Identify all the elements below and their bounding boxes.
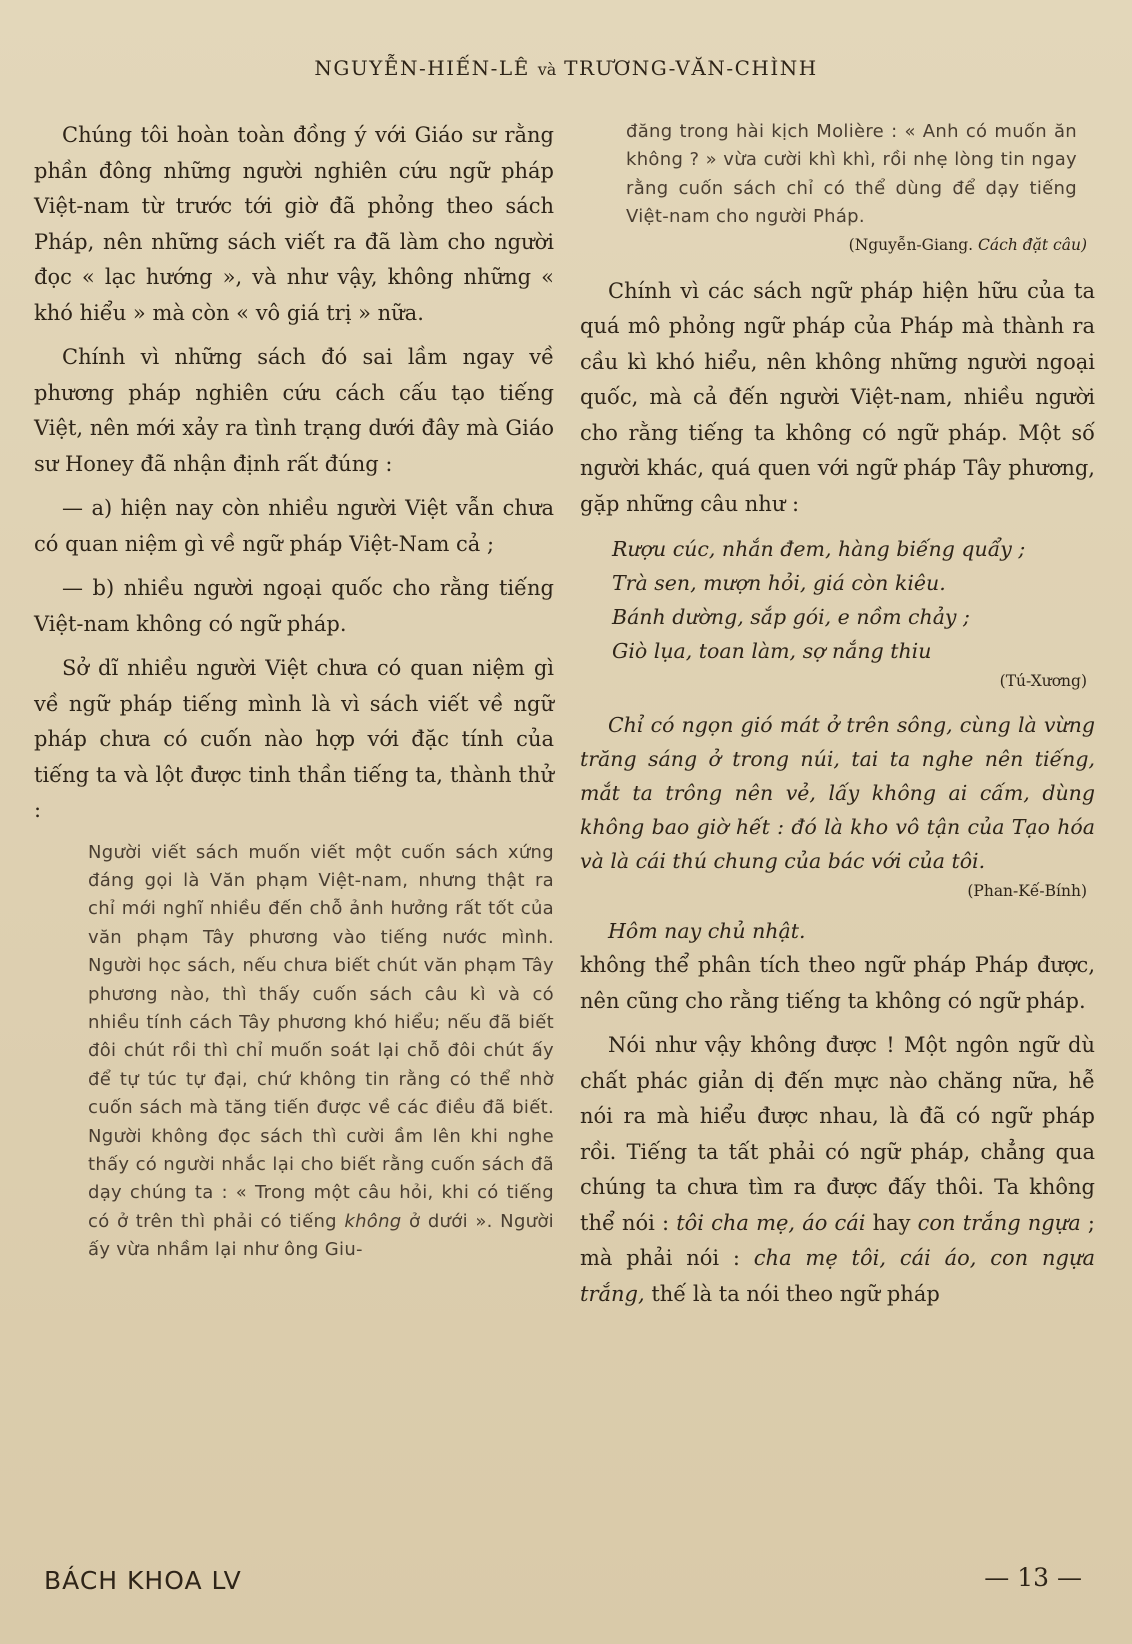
quote-italic-word: không	[344, 1210, 402, 1232]
left-column	[34, 118, 554, 1265]
citation-title: Cách đặt câu)	[978, 235, 1087, 254]
paragraph: không thể phân tích theo ngữ pháp Pháp được, nên cũng cho rằng tiếng ta không có ngữ pháp.	[580, 953, 1095, 1013]
running-header	[0, 56, 1132, 80]
paragraph: Sở dĩ nhiều người Việt chưa có quan niệm gì về ngữ pháp tiếng mình là vì sách viết về ngữ pháp chưa có cuốn nào hợp với đặc tính của tiếng ta và lột được tinh thần tiếng ta, thành thử :	[34, 656, 554, 822]
text-run: hay	[865, 1210, 918, 1235]
paragraph: Chính vì các sách ngữ pháp hiện hữu của ta quá mô phỏng ngữ pháp của Pháp mà thành ra cầu kì khó hiểu, nên không những người ngoại quốc, mà cả đến người Việt-nam, nhiều người cho rằng tiếng ta không có ngữ pháp. Một số người khác, quá quen với ngữ pháp Tây phương, gặp những câu như :	[580, 278, 1095, 516]
header-and: và	[537, 60, 557, 79]
header-author-1: NGUYỄN-HIẾN-LÊ	[314, 56, 530, 80]
verse-line: Giò lụa, toan làm, sợ nắng thiu	[612, 639, 932, 664]
paragraph: Chúng tôi hoàn toàn đồng ý với Giáo sư rằng phần đông những người nghiên cứu ngữ pháp Việt-nam từ trước tới giờ đã phỏng theo sách Pháp, nên những sách viết ra đã làm cho người đọc « lạc hướng », và như vậy, không những « khó hiểu » mà còn « vô giá trị » nữa.	[34, 123, 554, 325]
list-item-b: — b) nhiều người ngoại quốc cho rằng tiếng Việt-nam không có ngữ pháp.	[34, 576, 554, 636]
example-quote: Chỉ có ngọn gió mát ở trên sông, cùng là vừng trăng sáng ở trong núi, tai ta nghe nên tiếng, mắt ta trông nên vẻ, lấy không ai cấm, dùng không bao giờ hết : đó là kho vô tận của Tạo hóa và là cái thú chung của bác với của tôi.	[580, 713, 1095, 874]
quote-text: ở dưới ». Người ấy vừa nhầm lại như ông Giu-	[88, 1210, 554, 1261]
magazine-name: BÁCH KHOA LV	[44, 1566, 242, 1595]
verse-line: Bánh dường, sắp gói, e nồm chảy ;	[612, 605, 970, 630]
quote-text: Người viết sách muốn viết một cuốn sách xứng đáng gọi là Văn phạm Việt-nam, nhưng thật ra chỉ mới nghĩ nhiều đến chỗ ảnh hưởng rất tốt của văn phạm Tây phương vào tiếng nước mình. Người học sách, nếu chưa biết chút văn phạm Tây phương nào, thì thấy cuốn sách câu kì và có nhiều tính cách Tây phương khó hiểu; nếu đã biết đôi chút rồi thì chỉ muốn soát lại chỗ đôi chút ấy để tự túc tự đại, chứ không tin rằng có thể nhờ cuốn sách mà tăng tiến được về các điều đã biết. Người không đọc sách thì cười ầm lên khi nghe thấy có người nhắc lại cho biết rằng cuốn sách đã dạy chúng ta : « Trong một câu hỏi, khi có tiếng có ở trên thì phải có tiếng	[88, 841, 554, 1232]
citation-author: (Nguyễn-Giang.	[848, 235, 974, 254]
list-item-a: — a) hiện nay còn nhiều người Việt vẫn chưa có quan niệm gì về ngữ pháp Việt-Nam cả ;	[34, 496, 554, 556]
italic-run: tôi cha mẹ, áo cái	[676, 1210, 866, 1235]
text-run: thế là ta nói theo ngữ pháp	[644, 1281, 940, 1306]
citation: (Phan-Kế-Bính)	[967, 882, 1087, 901]
italic-run: cha mẹ tôi, cái áo, con ngựa trắng,	[580, 1246, 1095, 1306]
text-run: ; mà phải nói :	[580, 1210, 1095, 1271]
block-quote-continued: đăng trong hài kịch Molière : « Anh có muốn ăn không ? » vừa cười khì khì, rồi nhẹ lòng tin ngay rằng cuốn sách chỉ có thể dùng để dạy tiếng Việt-nam cho người Pháp.	[626, 121, 1077, 228]
citation	[580, 232, 1087, 258]
paragraph: Chính vì những sách đó sai lầm ngay về phương pháp nghiên cứu cách cấu tạo tiếng Việt, nên mới xảy ra tình trạng dưới đây mà Giáo sư Honey đã nhận định rất đúng :	[34, 345, 554, 476]
text-run: Nói như vậy không được ! Một ngôn ngữ dù chất phác giản dị đến mực nào chăng nữa, hễ nói ra mà hiểu được nhau, là đã có ngữ pháp rồi. Tiếng ta tất phải có ngữ pháp, chẳng qua chúng ta chưa tìm ra được đấy thôi. Ta không thể nói :	[580, 1033, 1095, 1235]
paragraph	[580, 1028, 1095, 1312]
block-quote	[88, 839, 554, 1265]
example-sentence: Hôm nay chủ nhật.	[608, 919, 806, 944]
page-number: — 13 —	[984, 1563, 1082, 1592]
verse-block	[612, 532, 1095, 668]
verse-line: Trà sen, mượn hỏi, giá còn kiêu.	[612, 571, 946, 596]
italic-run: con trắng ngựa	[917, 1210, 1081, 1235]
right-column	[580, 118, 1095, 1312]
verse-line: Rượu cúc, nhắn đem, hàng biếng quẩy ;	[612, 537, 1026, 562]
citation: (Tú-Xương)	[999, 672, 1087, 691]
header-author-2: TRƯƠNG-VĂN-CHÌNH	[564, 56, 818, 80]
